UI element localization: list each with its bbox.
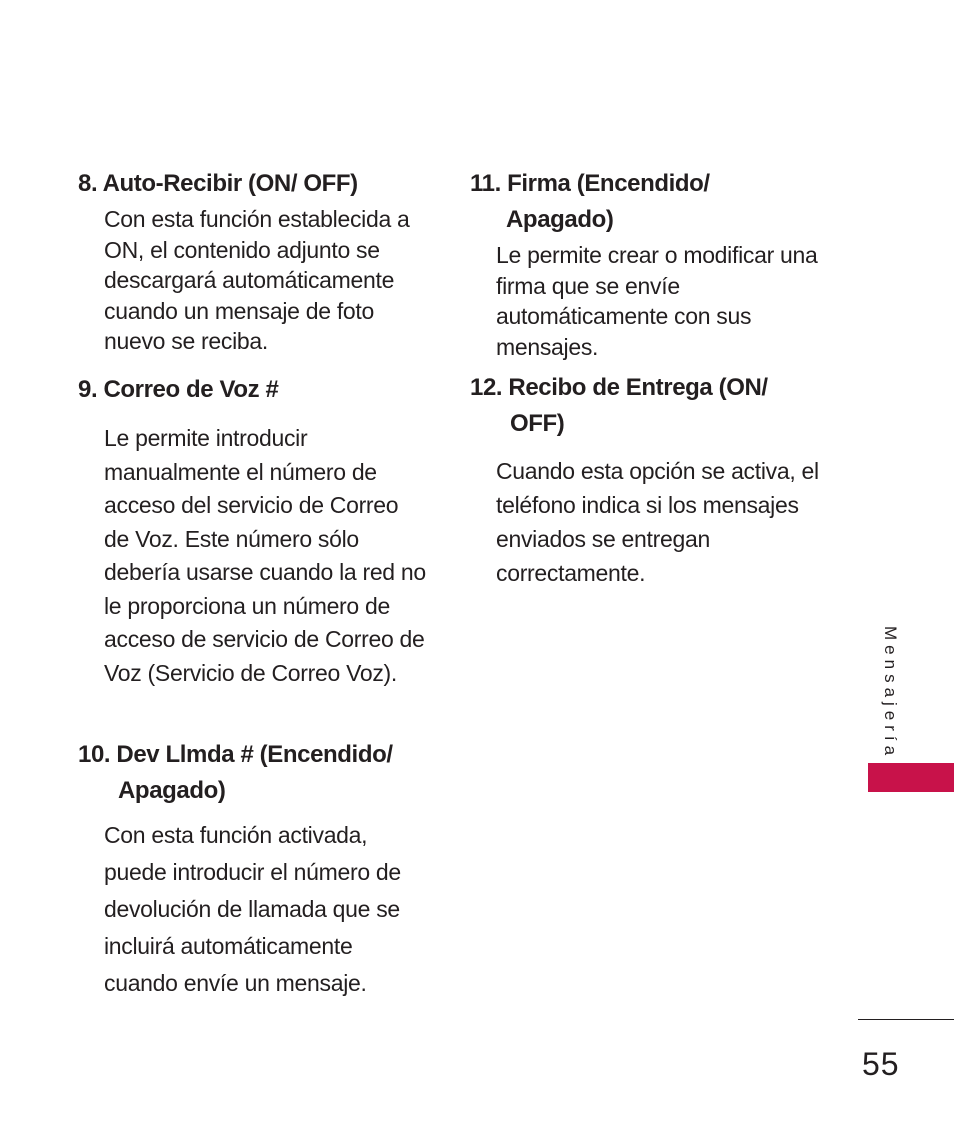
- section-heading: [470, 370, 830, 442]
- section-body: Cuando esta opción se activa, el teléfono indica si los mensajes enviados se entregan correctamente.: [496, 458, 819, 586]
- section-correo-de-voz: [78, 372, 428, 690]
- section-dev-llmda: [78, 737, 428, 1002]
- heading-line-2: Apagado): [118, 777, 226, 804]
- section-heading: 8. Auto-Recibir (ON/ OFF): [78, 170, 358, 197]
- section-body: Con esta función activada, puede introducir el número de devolución de llamada que se incluirá automáticamente cuando envíe un mensaje.: [104, 822, 401, 996]
- section-firma: [470, 166, 830, 362]
- chapter-tab-marker: [868, 763, 954, 792]
- heading-line-1: 11. Firma (Encendido/: [470, 170, 710, 197]
- section-body: Con esta función establecida a ON, el contenido adjunto se descargará automáticamente cuando un mensaje de foto nuevo se reciba.: [104, 206, 410, 354]
- section-heading: 9. Correo de Voz #: [78, 376, 279, 403]
- section-heading: [78, 737, 428, 809]
- footer-rule: [858, 1019, 954, 1020]
- heading-line-2: Apagado): [506, 206, 614, 233]
- heading-line-1: 12. Recibo de Entrega (ON/: [470, 374, 768, 401]
- heading-line-2: OFF): [510, 410, 565, 437]
- section-recibo-de-entrega: [470, 370, 830, 590]
- page-number: 55: [862, 1046, 900, 1082]
- chapter-side-label: Mensajería: [881, 626, 900, 761]
- section-auto-recibir: [78, 166, 428, 357]
- heading-line-1: 10. Dev Llmda # (Encendido/: [78, 741, 393, 768]
- section-body: Le permite crear o modificar una firma que se envíe automáticamente con sus mensajes.: [496, 242, 818, 360]
- section-body: Le permite introducir manualmente el número de acceso del servicio de Correo de Voz. Este número sólo debería usarse cuando la red no le proporciona un número de acceso de servicio de Correo de Voz (Servicio de Correo Voz).: [104, 425, 426, 686]
- section-heading: [470, 166, 830, 238]
